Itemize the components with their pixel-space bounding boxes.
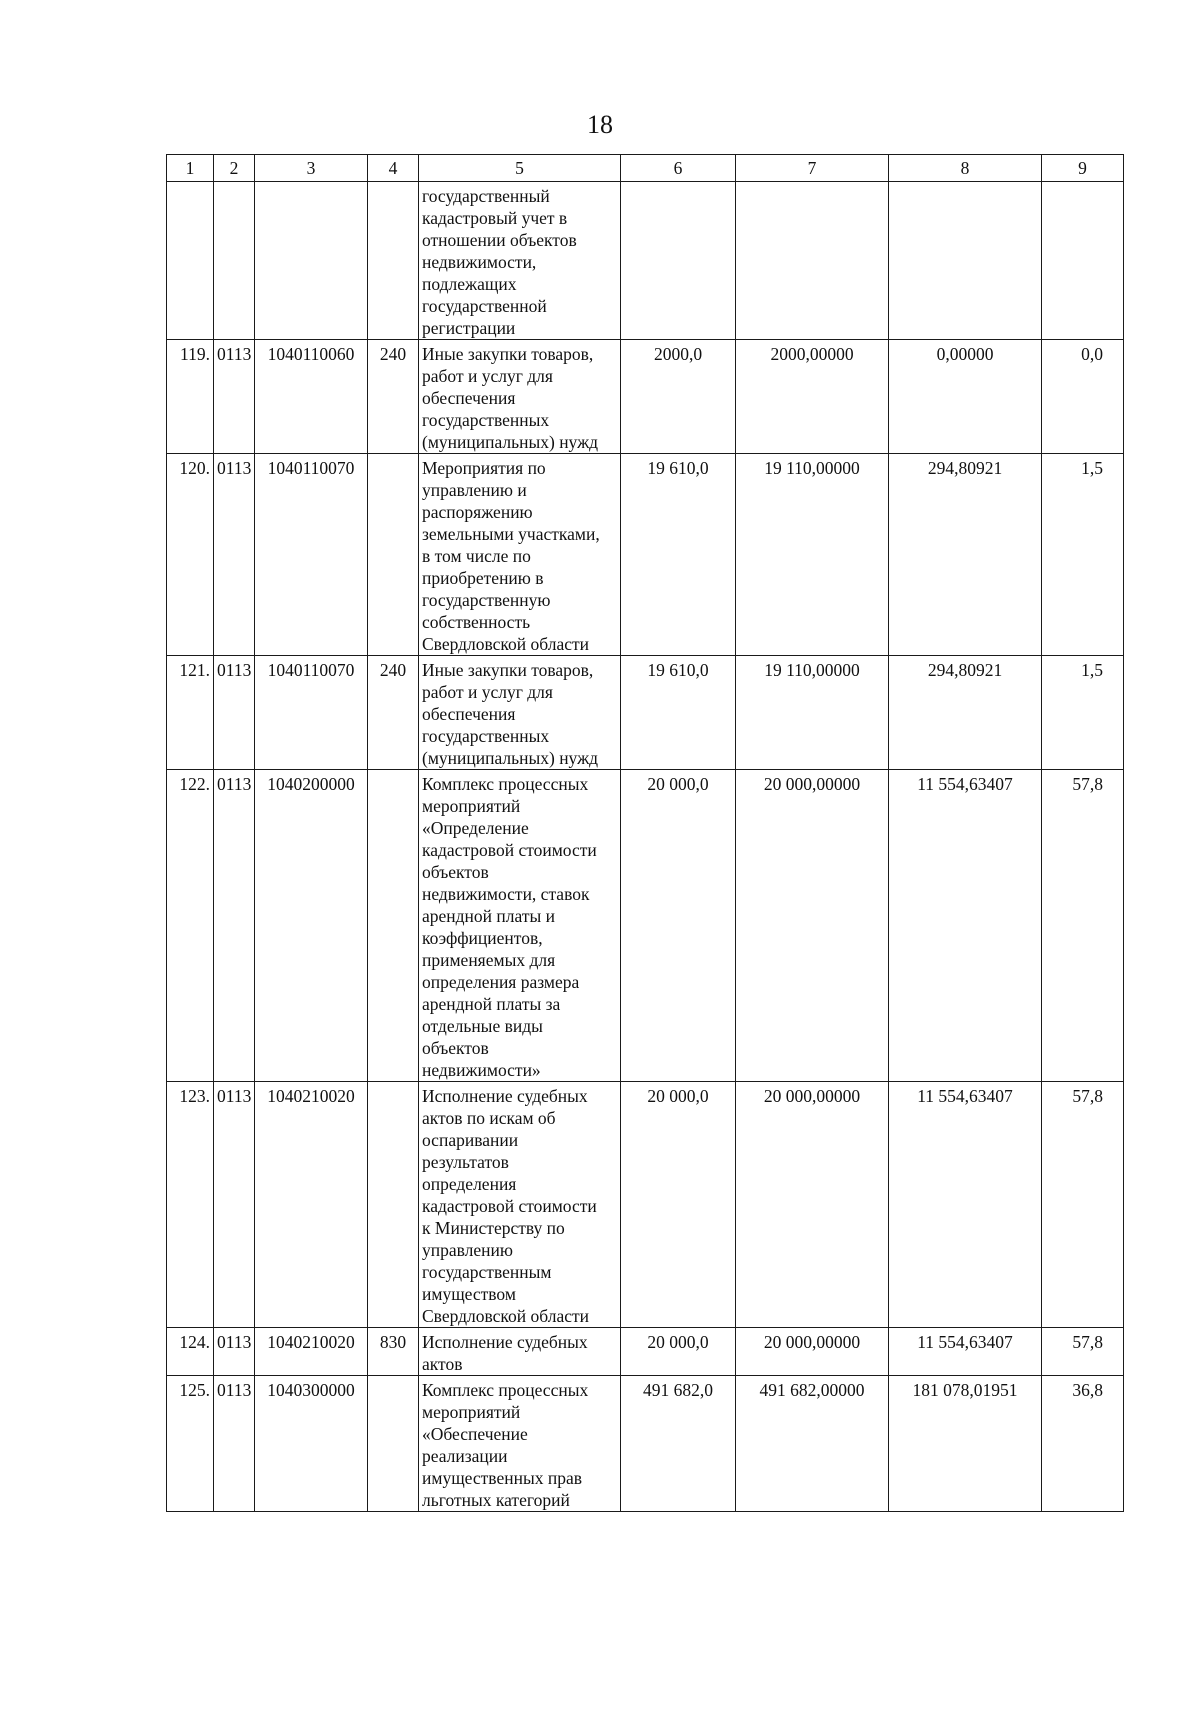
description-line: объектов [422,1038,489,1058]
description-line: государственных [422,726,550,746]
percent-cell: 0,0 [1042,340,1124,454]
description-line: мероприятий [422,796,521,816]
description-line: земельными участками, [422,524,600,544]
description-line: реализации [422,1446,508,1466]
description-line: арендной платы за [422,994,561,1014]
section-code-cell: 0113 [214,770,255,1082]
description-line: Исполнение судебных [422,1332,588,1352]
description-line: государственный [422,186,550,206]
expense-type-cell [368,454,419,656]
table-row [167,656,1124,770]
section-code-cell: 0113 [214,340,255,454]
description-line: актов по искам об [422,1108,556,1128]
header-cell: 2 [214,155,255,182]
description-line: недвижимости, ставок [422,884,590,904]
expense-type-cell: 830 [368,1328,419,1376]
header-cell: 8 [889,155,1042,182]
description-line: льготных категорий [422,1490,570,1510]
limit-amount-cell: 20 000,00000 [736,1328,889,1376]
description-line: объектов [422,862,489,882]
header-cell: 3 [255,155,368,182]
description-line: имущественных прав [422,1468,582,1488]
description-line: кадастровый учет в [422,208,568,228]
description-line: государственную [422,590,551,610]
executed-amount-cell: 181 078,01951 [889,1376,1042,1512]
percent-cell: 1,5 [1042,656,1124,770]
table-row [167,1328,1124,1376]
expense-type-cell [368,770,419,1082]
header-cell: 5 [419,155,621,182]
description-line: работ и услуг для [422,682,553,702]
row-number-cell [167,182,214,340]
row-number-cell: 119. [167,340,214,454]
description-line: Иные закупки товаров, [422,344,594,364]
description-line: имуществом [422,1284,516,1304]
executed-amount-cell: 11 554,63407 [889,1328,1042,1376]
description-line: Свердловской области [422,1306,590,1326]
description-line: Комплекс процессных [422,1380,589,1400]
description-line: арендной платы и [422,906,555,926]
description-line: управлению [422,1240,513,1260]
description-line: государственной [422,296,547,316]
plan-amount-cell: 19 610,0 [621,656,736,770]
executed-amount-cell: 294,80921 [889,454,1042,656]
target-code-cell: 1040210020 [255,1082,368,1328]
plan-amount-cell: 20 000,0 [621,770,736,1082]
page-number: 18 [587,110,613,139]
plan-amount-cell: 491 682,0 [621,1376,736,1512]
table-row [167,1082,1124,1328]
target-code-cell [255,182,368,340]
description-cell [419,656,621,770]
target-code-cell: 1040200000 [255,770,368,1082]
description-line: недвижимости, [422,252,537,272]
row-number-cell: 124. [167,1328,214,1376]
description-cell [419,340,621,454]
section-code-cell: 0113 [214,1082,255,1328]
description-line: работ и услуг для [422,366,553,386]
target-code-cell: 1040300000 [255,1376,368,1512]
percent-cell [1042,182,1124,340]
description-line: обеспечения [422,388,516,408]
description-cell [419,1082,621,1328]
description-line: «Обеспечение [422,1424,528,1444]
description-line: кадастровой стоимости [422,1196,597,1216]
target-code-cell: 1040110070 [255,656,368,770]
percent-cell: 1,5 [1042,454,1124,656]
expense-type-cell [368,1376,419,1512]
limit-amount-cell: 2000,00000 [736,340,889,454]
section-code-cell: 0113 [214,656,255,770]
limit-amount-cell: 20 000,00000 [736,1082,889,1328]
executed-amount-cell: 0,00000 [889,340,1042,454]
description-line: отношении объектов [422,230,577,250]
description-line: собственность [422,612,531,632]
description-line: коэффициентов, [422,928,543,948]
limit-amount-cell: 20 000,00000 [736,770,889,1082]
description-line: кадастровой стоимости [422,840,597,860]
executed-amount-cell [889,182,1042,340]
description-cell [419,1376,621,1512]
executed-amount-cell: 11 554,63407 [889,770,1042,1082]
description-line: мероприятий [422,1402,521,1422]
description-line: регистрации [422,318,516,338]
description-line: Иные закупки товаров, [422,660,594,680]
section-code-cell: 0113 [214,1376,255,1512]
limit-amount-cell: 19 110,00000 [736,454,889,656]
row-number-cell: 120. [167,454,214,656]
executed-amount-cell: 11 554,63407 [889,1082,1042,1328]
description-line: управлению и [422,480,527,500]
table-header-row [167,155,1124,182]
limit-amount-cell: 491 682,00000 [736,1376,889,1512]
description-line: применяемых для [422,950,556,970]
header-cell: 7 [736,155,889,182]
percent-cell: 36,8 [1042,1376,1124,1512]
description-line: актов [422,1354,463,1374]
row-number-cell: 123. [167,1082,214,1328]
percent-cell: 57,8 [1042,770,1124,1082]
description-cell [419,454,621,656]
percent-cell: 57,8 [1042,1082,1124,1328]
description-cell [419,770,621,1082]
header-cell: 6 [621,155,736,182]
percent-cell: 57,8 [1042,1328,1124,1376]
section-code-cell: 0113 [214,1328,255,1376]
plan-amount-cell: 20 000,0 [621,1082,736,1328]
executed-amount-cell: 294,80921 [889,656,1042,770]
table-row [167,340,1124,454]
target-code-cell: 1040110060 [255,340,368,454]
description-line: государственных [422,410,550,430]
expense-type-cell [368,1082,419,1328]
description-line: «Определение [422,818,529,838]
description-cell [419,182,621,340]
description-line: Исполнение судебных [422,1086,588,1106]
description-line: определения размера [422,972,580,992]
header-cell: 9 [1042,155,1124,182]
expense-type-cell: 240 [368,656,419,770]
description-line: отдельные виды [422,1016,543,1036]
description-line: недвижимости» [422,1060,541,1080]
limit-amount-cell [736,182,889,340]
description-line: оспаривании [422,1130,519,1150]
table-row [167,1376,1124,1512]
header-cell: 1 [167,155,214,182]
plan-amount-cell: 19 610,0 [621,454,736,656]
table-row [167,454,1124,656]
description-line: (муниципальных) нужд [422,432,599,452]
description-line: в том числе по [422,546,531,566]
table-row [167,182,1124,340]
description-line: (муниципальных) нужд [422,748,599,768]
description-cell [419,1328,621,1376]
description-line: распоряжению [422,502,533,522]
plan-amount-cell: 20 000,0 [621,1328,736,1376]
description-line: Свердловской области [422,634,590,654]
expense-type-cell: 240 [368,340,419,454]
budget-table [166,154,1124,1512]
header-cell: 4 [368,155,419,182]
description-line: приобретению в [422,568,544,588]
table-row [167,770,1124,1082]
section-code-cell [214,182,255,340]
row-number-cell: 125. [167,1376,214,1512]
target-code-cell: 1040210020 [255,1328,368,1376]
expense-type-cell [368,182,419,340]
section-code-cell: 0113 [214,454,255,656]
description-line: государственным [422,1262,552,1282]
target-code-cell: 1040110070 [255,454,368,656]
description-line: к Министерству по [422,1218,565,1238]
row-number-cell: 122. [167,770,214,1082]
row-number-cell: 121. [167,656,214,770]
description-line: Мероприятия по [422,458,546,478]
description-line: обеспечения [422,704,516,724]
description-line: результатов [422,1152,509,1172]
plan-amount-cell: 2000,0 [621,340,736,454]
limit-amount-cell: 19 110,00000 [736,656,889,770]
description-line: определения [422,1174,517,1194]
plan-amount-cell [621,182,736,340]
description-line: Комплекс процессных [422,774,589,794]
description-line: подлежащих [422,274,517,294]
